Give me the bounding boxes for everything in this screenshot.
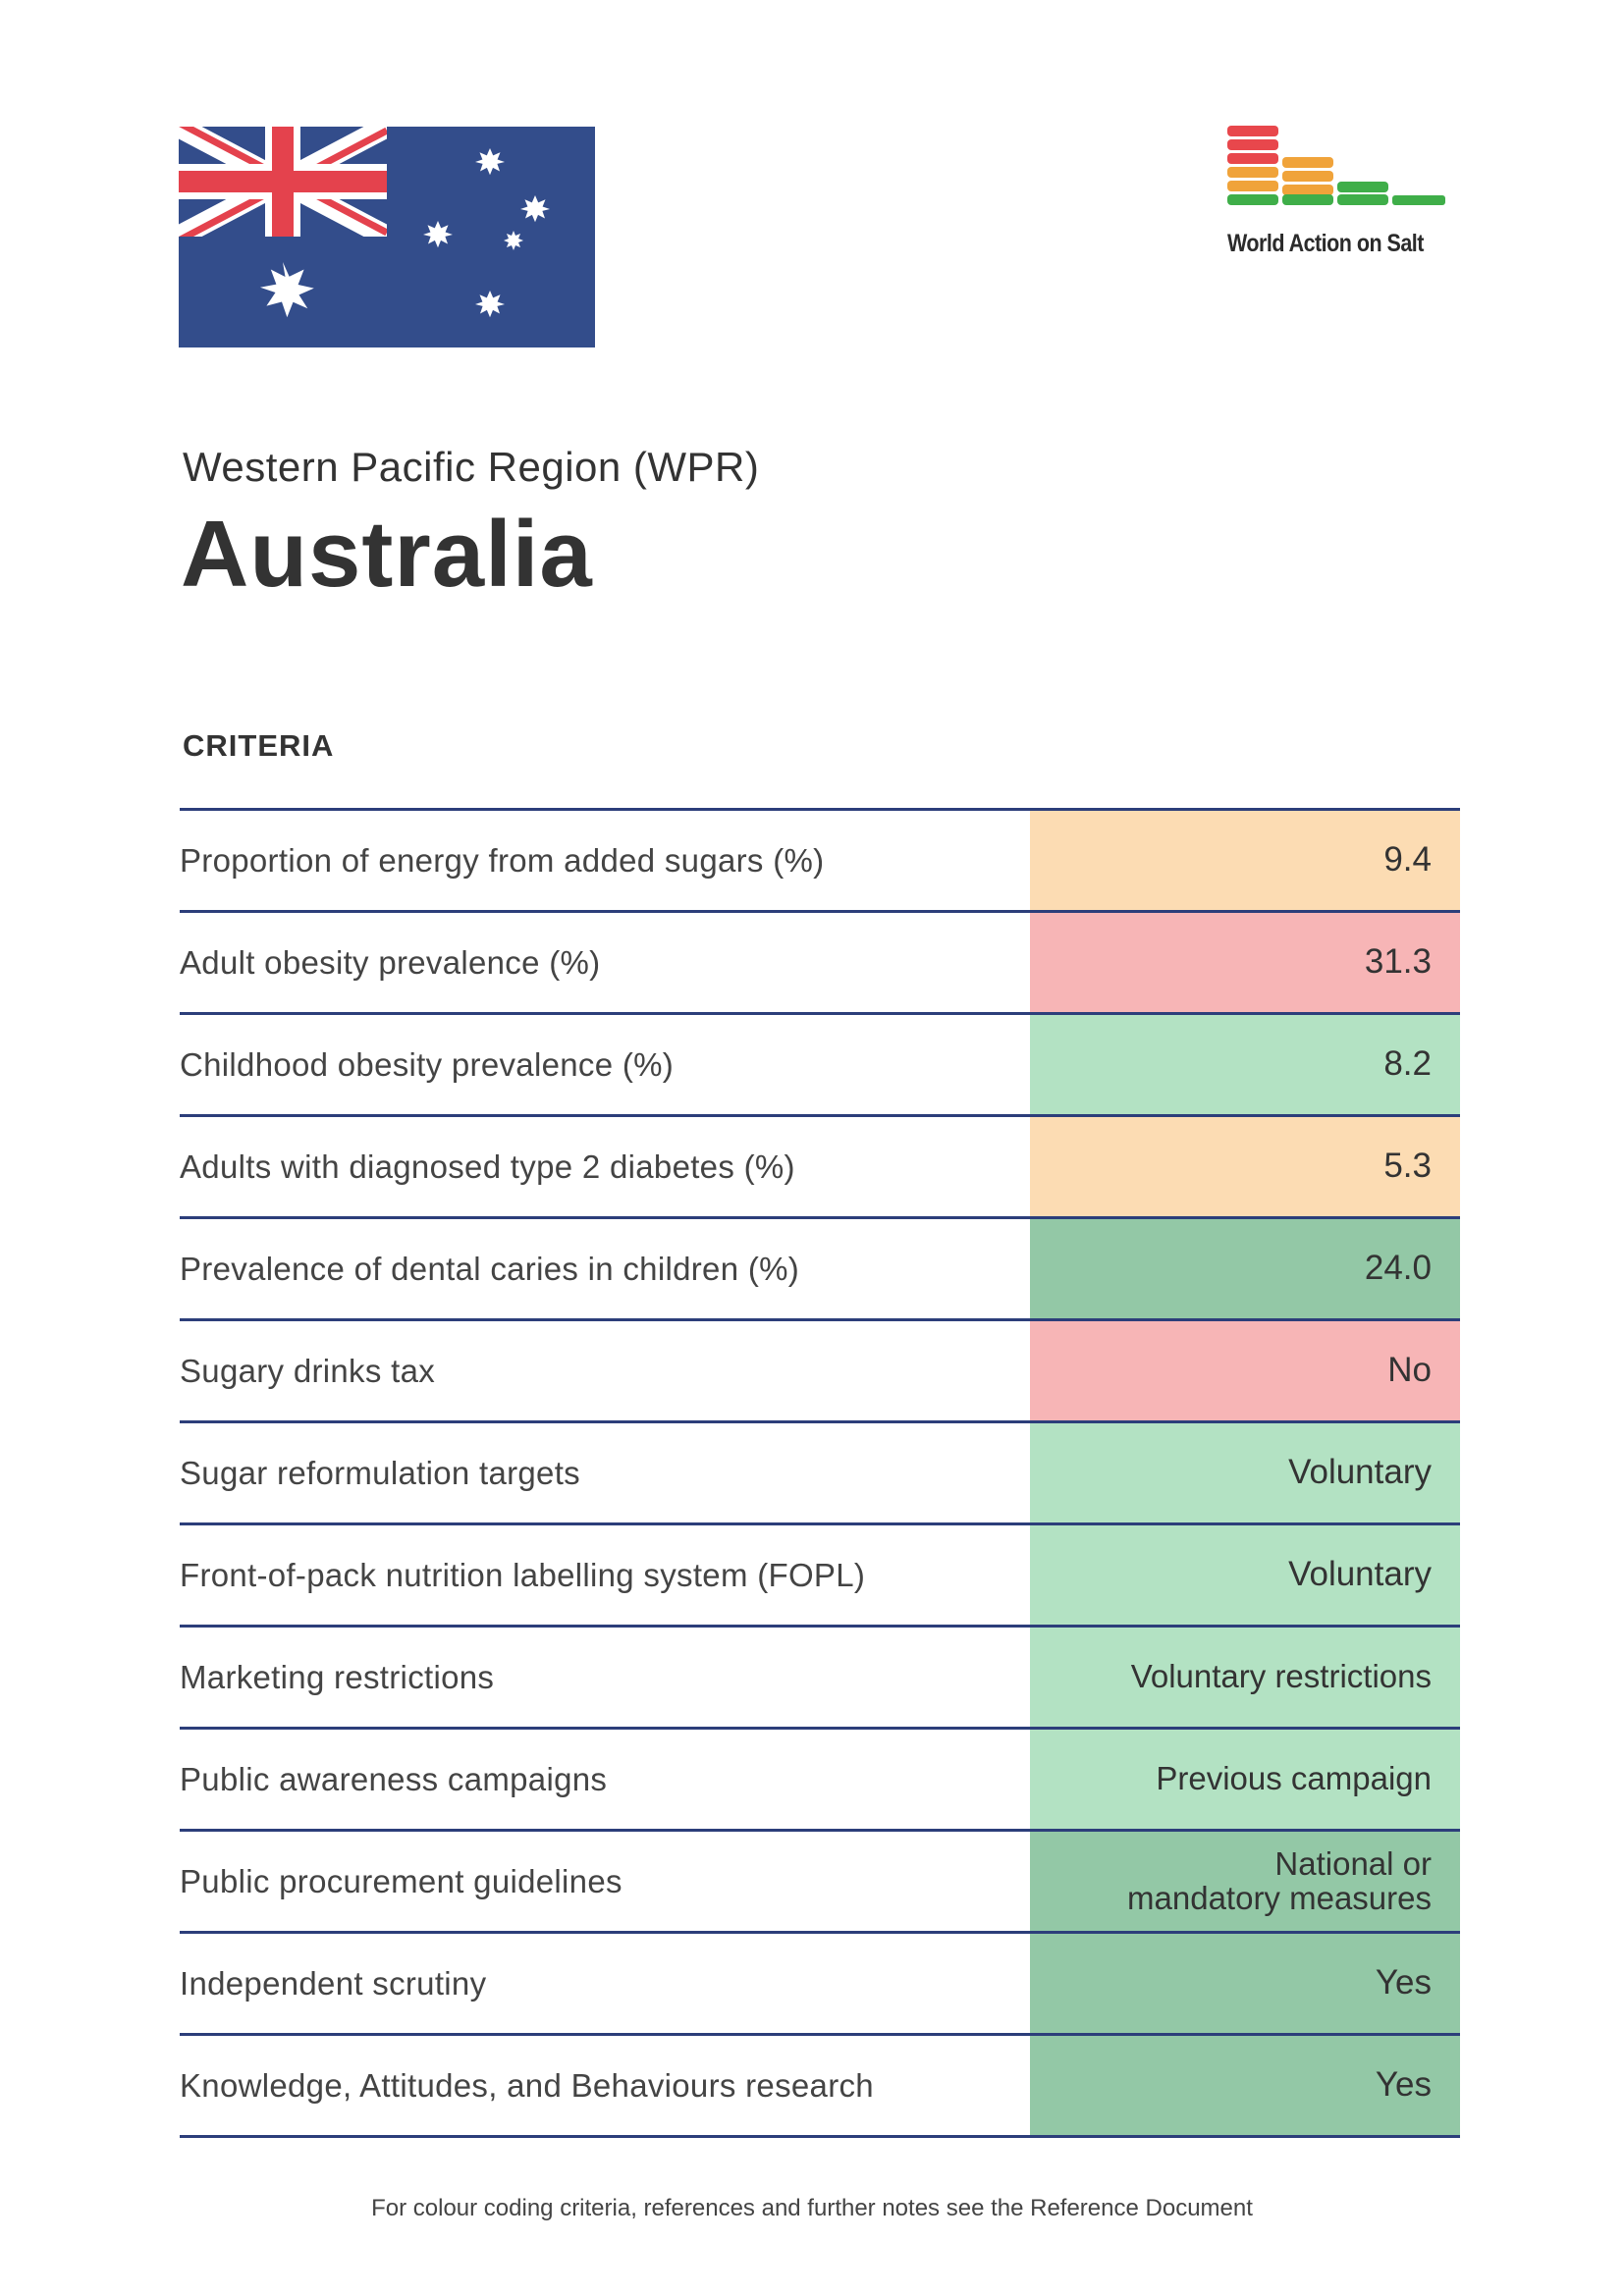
table-row [180, 1219, 1460, 1321]
criterion-label: Proportion of energy from added sugars (%) [180, 841, 825, 879]
criterion-value: Yes [1030, 1934, 1460, 2033]
table-row [180, 1015, 1460, 1117]
criterion-label: Prevalence of dental caries in children (%) [180, 1250, 800, 1287]
table-row [180, 913, 1460, 1015]
criteria-heading: CRITERIA [183, 728, 335, 763]
criterion-label: Independent scrutiny [180, 1964, 487, 2002]
criteria-table [180, 808, 1460, 2138]
criterion-value: Voluntary [1030, 1423, 1460, 1522]
criterion-label: Marketing restrictions [180, 1658, 495, 1695]
criterion-value: 24.0 [1030, 1219, 1460, 1318]
table-row [180, 1117, 1460, 1219]
criterion-value: 8.2 [1030, 1015, 1460, 1114]
criterion-label: Public procurement guidelines [180, 1862, 623, 1899]
table-row [180, 1832, 1460, 1934]
table-row [180, 1423, 1460, 1525]
criterion-value [1030, 1832, 1460, 1931]
table-row [180, 1934, 1460, 2036]
criterion-value: 31.3 [1030, 913, 1460, 1012]
criterion-value: 9.4 [1030, 811, 1460, 910]
table-row [180, 2036, 1460, 2138]
criterion-value-line2: mandatory measures [1127, 1879, 1432, 1916]
criterion-label: Knowledge, Attitudes, and Behaviours research [180, 2066, 874, 2104]
criterion-label: Public awareness campaigns [180, 1760, 608, 1797]
criterion-value: Voluntary restrictions [1030, 1628, 1460, 1727]
criterion-label: Front-of-pack nutrition labelling system (FOPL) [180, 1556, 866, 1593]
criterion-label: Sugar reformulation targets [180, 1454, 580, 1491]
criterion-label: Sugary drinks tax [180, 1352, 436, 1389]
criterion-value: Yes [1030, 2036, 1460, 2135]
table-row [180, 811, 1460, 913]
table-row [180, 1525, 1460, 1628]
criterion-value: 5.3 [1030, 1117, 1460, 1216]
table-row [180, 1628, 1460, 1730]
criterion-label: Childhood obesity prevalence (%) [180, 1045, 675, 1083]
criterion-label: Adults with diagnosed type 2 diabetes (%) [180, 1148, 795, 1185]
country-title: Australia [181, 502, 593, 607]
logo-text: World Action on Salt [1227, 230, 1424, 257]
criterion-value: Previous campaign [1030, 1730, 1460, 1829]
australia-flag-icon [179, 127, 595, 347]
table-row [180, 1730, 1460, 1832]
criterion-label: Adult obesity prevalence (%) [180, 943, 601, 981]
criterion-value: Voluntary [1030, 1525, 1460, 1625]
criterion-value: No [1030, 1321, 1460, 1420]
region-subtitle: Western Pacific Region (WPR) [183, 444, 760, 490]
criterion-value-line1: National or [1274, 1844, 1432, 1882]
footer-note: For colour coding criteria, references and further notes see the Reference Document [371, 2195, 1253, 2221]
salt-bars-icon [1227, 126, 1453, 224]
table-row [180, 1321, 1460, 1423]
world-action-on-salt-logo [1227, 126, 1453, 263]
